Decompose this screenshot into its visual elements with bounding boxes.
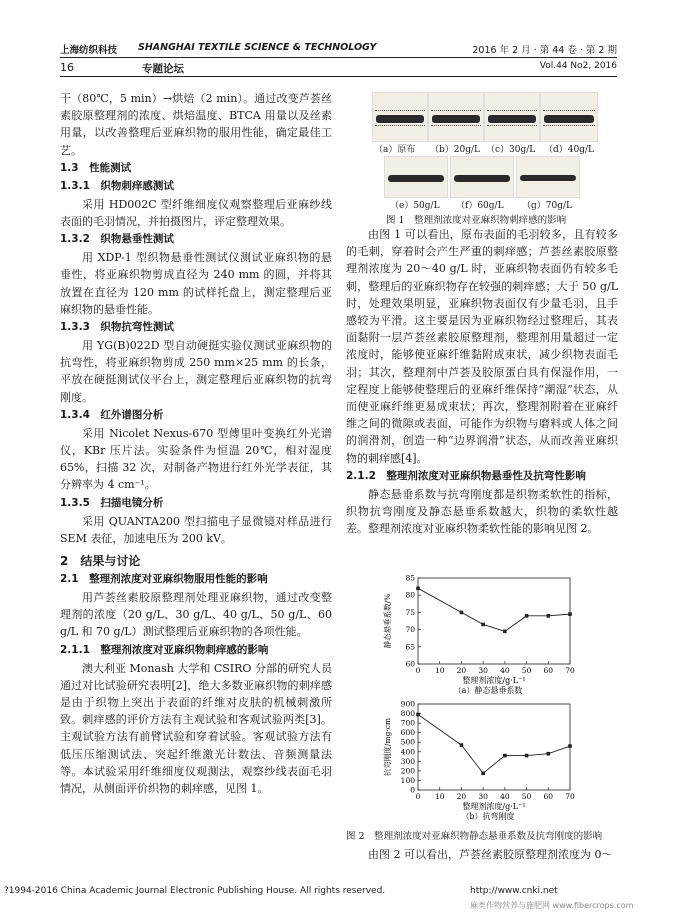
y-tick-label: 75 <box>405 607 415 617</box>
chart-title: （b）抗弯刚度 <box>461 812 515 821</box>
page-number: 16 <box>60 61 74 74</box>
y-tick-label: 400 <box>400 747 415 757</box>
paragraph-drape-test: 用 XDP-1 型织物悬垂性测试仪测试亚麻织物的悬垂性，将亚麻织物剪成直径为 240 mm 的圆，并将其放置在直径为 120 mm 的试样托盘上，测定整理后亚麻织物的悬垂性能。 <box>60 251 332 316</box>
heading-1-3-5: 1.3.5 扫描电镜分析 <box>60 496 164 509</box>
figure-2-caption: 图 2 整理剂浓度对亚麻织物静态悬垂系数及抗弯刚度的影响 <box>346 831 603 842</box>
paragraph-ir: 采用 Nicolet Nexus-670 型傅里叶变换红外光谱仪，KBr 压片法。实验条件为恒温 20℃，相对湿度 65%，扫描 32 次，对制备产物进行红外光学表征，其分辨率为 4 cm⁻¹。 <box>60 426 332 492</box>
left-column <box>60 90 332 797</box>
x-tick-label: 40 <box>500 666 510 675</box>
paragraph-itch-test: 采用 HD002C 型纤维细度仪观察整理后亚麻纱线表面的毛羽情况，并拍摄图片，评定整理效果。 <box>60 197 332 229</box>
y-tick-label: 65 <box>405 642 415 652</box>
y-tick-label: 60 <box>405 659 415 669</box>
issue-info-en: Vol.44 No2, 2016 <box>539 61 617 71</box>
plot-frame <box>418 578 570 664</box>
heading-1-3-3: 1.3.3 织物抗弯性测试 <box>60 321 174 334</box>
paragraph-itch-discussion: 澳大利亚 Monash 大学和 CSIRO 分部的研究人员通过对比试验研究表明[2]，绝大多数亚麻织物的刺痒感是由于织物上突出于表面的纤维对皮肤的机械刺激所致。刺痒感的评价方法有主观试验和客观试验两类[3]。主观试验方法有前臂试验和穿着试验。客观试验方法有低压压缩测试法、突起纤维激光计数法、音频测量法等。本试验采用纤维细度仪观测法，观察纱线表面毛羽情况，从侧面评价织物的刺痒感，见图 1。 <box>60 661 332 796</box>
y-tick-label: 600 <box>400 728 415 738</box>
x-tick-label: 20 <box>456 792 467 801</box>
photo-f <box>450 156 514 198</box>
y-tick-label: 700 <box>400 718 415 728</box>
y-tick-label: 800 <box>400 709 415 719</box>
x-axis-label: 整理剂浓度/g·L⁻¹ <box>462 676 526 685</box>
x-tick-label: 20 <box>456 666 467 675</box>
data-point <box>568 744 572 748</box>
header-rule <box>60 57 617 58</box>
heading-2-1-1: 2.1.1 整理剂浓度对亚麻织物刺痒感的影响 <box>60 643 269 656</box>
x-tick-label: 50 <box>521 666 532 675</box>
x-tick-label: 30 <box>478 666 488 675</box>
x-tick-label: 70 <box>565 666 575 675</box>
y-tick-label: 500 <box>400 737 415 747</box>
y-axis-label: 静态悬垂系数/% <box>383 593 392 649</box>
x-tick-label: 70 <box>565 792 575 801</box>
photo-label-f: （f）60g/L <box>456 201 504 211</box>
x-tick-label: 30 <box>478 792 488 801</box>
photo-c <box>484 92 540 142</box>
heading-1-3-1: 1.3.1 织物刺痒感测试 <box>60 179 174 192</box>
x-tick-label: 0 <box>415 666 421 675</box>
data-point <box>546 752 550 756</box>
photo-b <box>428 92 484 142</box>
header-rule-2 <box>60 76 617 77</box>
figure-1-caption: 图 1 整理剂浓度对亚麻织物刺痒感的影响 <box>386 215 567 226</box>
photo-label-b: （b）20g/L <box>430 145 480 155</box>
heading-2: 2 结果与讨论 <box>60 554 141 569</box>
column-name: 专题论坛 <box>142 63 184 75</box>
paragraph-fig2-start: 由图 2 可以看出，芦荟丝素胶原整理剂浓度为 0～ <box>368 848 613 861</box>
copyright-notice: ?1994-2016 China Academic Journal Electronic Publishing House. All rights reserved. <box>4 886 386 896</box>
cnki-url: http://www.cnki.net <box>470 886 558 896</box>
plot-frame <box>418 704 570 790</box>
heading-1-3: 1.3 性能测试 <box>60 161 132 174</box>
photo-label-a: （a）原布 <box>374 145 416 155</box>
heading-2-1-2: 2.1.2 整理剂浓度对亚麻织物悬垂性及抗弯性影响 <box>346 469 586 482</box>
data-point <box>503 630 507 634</box>
heading-2-1: 2.1 整理剂浓度对亚麻织物服用性能的影响 <box>60 573 268 586</box>
data-point <box>525 754 529 758</box>
data-point <box>416 713 420 717</box>
chart-title: （a）静态悬垂系数 <box>453 686 523 694</box>
x-tick-label: 50 <box>521 792 532 801</box>
right-column <box>346 226 618 537</box>
y-tick-label: 200 <box>400 766 415 776</box>
y-tick-label: 100 <box>400 775 415 785</box>
photo-label-e: （e）50g/L <box>390 201 440 211</box>
heading-1-3-4: 1.3.4 红外谱图分析 <box>60 408 164 421</box>
data-point <box>416 587 420 591</box>
photo-g <box>516 156 580 198</box>
data-point <box>481 623 485 627</box>
x-tick-label: 60 <box>543 666 554 675</box>
issue-info-cn: 2016 年 2 月 · 第 44 卷 · 第 2 期 <box>472 45 617 56</box>
data-point <box>460 743 464 747</box>
y-axis-label: 抗弯刚度/mg·cm <box>383 717 392 777</box>
x-tick-label: 10 <box>434 666 445 675</box>
photo-a <box>372 92 428 142</box>
data-point <box>546 614 550 618</box>
data-point <box>568 612 572 616</box>
y-tick-label: 0 <box>410 785 415 795</box>
paragraph-softness: 静态悬垂系数与抗弯刚度都是织物柔软性的指标，织物抗弯刚度及静态悬垂系数越大，织物的柔软性越差。整理剂浓度对亚麻织物柔软性能的影响见图 2。 <box>346 487 618 536</box>
y-tick-label: 80 <box>405 590 415 600</box>
photo-d <box>540 92 598 142</box>
journal-name-cn: 上海纺织科技 <box>60 45 118 56</box>
x-tick-label: 60 <box>543 792 554 801</box>
data-point <box>460 611 464 615</box>
series-line <box>418 715 570 774</box>
y-tick-label: 85 <box>405 573 415 583</box>
x-tick-label: 40 <box>500 792 510 801</box>
paragraph-process: 干（80℃，5 min）→烘焙（2 min）。通过改变芦荟丝素胶原整理剂的浓度、烘焙温度、BTCA 用量以及丝素用量，以改善整理后亚麻织物的服用性能，确定最佳工艺。 <box>60 92 332 157</box>
y-tick-label: 900 <box>400 699 415 709</box>
heading-1-3-2: 1.3.2 织物悬垂性测试 <box>60 233 174 246</box>
paragraph-sem: 采用 QUANTA200 型扫描电子显微镜对样品进行 SEM 表征，加速电压为 200 kV。 <box>60 514 332 545</box>
data-point <box>525 614 529 618</box>
journal-name-en: SHANGHAI TEXTILE SCIENCE & TECHNOLOGY <box>138 42 377 53</box>
photo-e <box>384 156 448 198</box>
paragraph-concentration: 用芦荟丝素胶原整理剂处理亚麻织物，通过改变整理剂的浓度（20 g/L、30 g/L、40 g/L、50 g/L、60 g/L 和 70 g/L）测试整理后亚麻织物的各项性能。 <box>60 591 332 639</box>
x-tick-label: 0 <box>415 792 421 801</box>
series-line <box>418 588 570 631</box>
photo-label-d: （d）40g/L <box>544 145 594 155</box>
watermark-text: 麻类作物营养与施肥网 www.fibercrops.com <box>470 901 634 910</box>
photo-label-g: （g）70g/L <box>522 201 572 211</box>
paragraph-bending-test: 用 YG(B)022D 型自动硬挺实验仪测试亚麻织物的抗弯性，将亚麻织物剪成 250 mm×25 mm 的长条，平放在硬挺测试仪平台上，测定整理后亚麻织物的抗弯刚度。 <box>60 339 332 404</box>
data-point <box>481 771 485 775</box>
data-point <box>503 754 507 758</box>
chart-bending <box>370 698 610 822</box>
paragraph-itch-result: 由图 1 可以看出，原布表面的毛羽较多，且有较多的毛刺，穿着时会产生严重的刺痒感；芦荟丝素胶原整理剂浓度为 20～40 g/L 时，亚麻织物表面仍有较多毛刺，整理后的亚麻织物存在较强的刺痒感；大于 50 g/L 时，处理效果明显，亚麻织物表面仅有少量毛羽，且手感较为平滑。这主要是因为亚麻织物经过整理后，其表面黏附一层芦荟丝素胶原整理剂，整理剂用量超过一定浓度时，能够使亚麻纤维黏附成束状，减少织物表面毛羽；其次，整理剂中芦荟及胶原蛋白具有保湿作用，一定程度上能够使整理后的亚麻纤维保持“潮湿”状态，从而使亚麻纤维更易成束状；再次，整理剂附着在亚麻纤维之间的微隙或表面，可能作为织物与磨料或人体之间的润滑剂，创造一种“边界润滑”状态，从而改善亚麻织物的刺痒感[4]。 <box>346 228 618 465</box>
photo-label-c: （c）30g/L <box>486 145 536 155</box>
y-tick-label: 70 <box>405 625 415 635</box>
x-axis-label: 整理剂浓度/g·L⁻¹ <box>462 802 526 811</box>
x-tick-label: 10 <box>434 792 445 801</box>
chart-drape <box>370 572 610 694</box>
y-tick-label: 300 <box>400 756 415 766</box>
